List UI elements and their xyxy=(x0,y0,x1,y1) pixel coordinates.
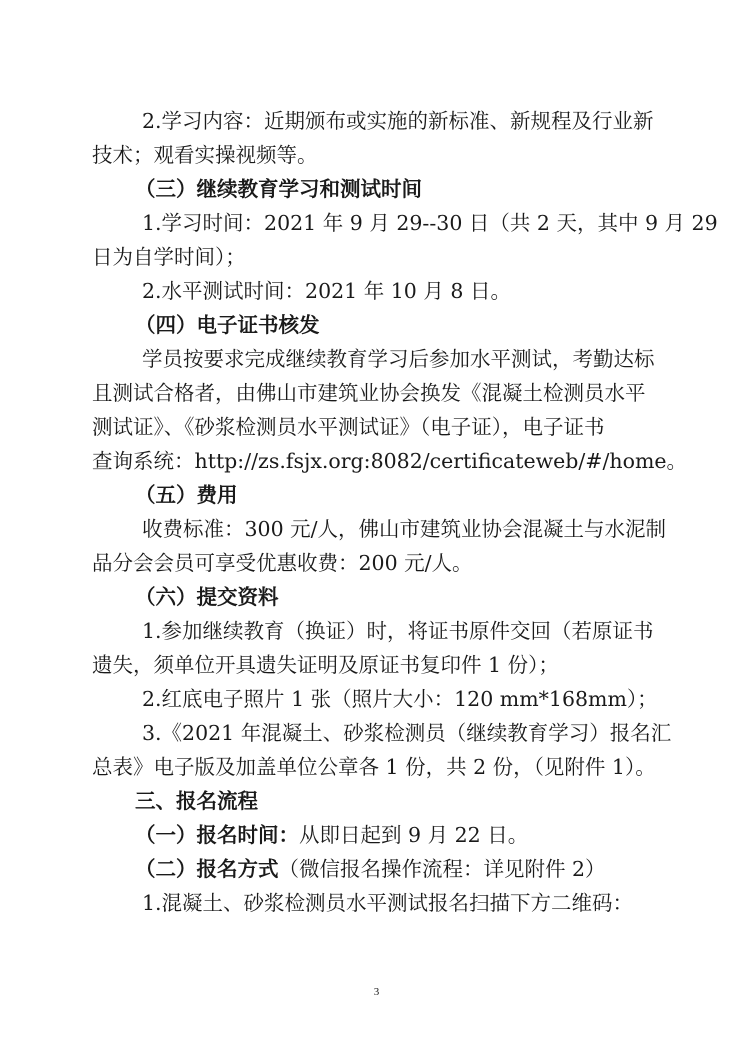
text-line: 遗失，须单位开具遗失证明及原证书复印件 1 份）； xyxy=(92,653,559,677)
text-line xyxy=(135,818,707,852)
text-line: 2.红底电子照片 1 张（照片大小：120 mm*168mm）； xyxy=(142,687,658,711)
text-line: 1.学习时间：2021 年 9 月 29--30 日（共 2 天，其中 9 月 29 xyxy=(142,211,718,235)
section-heading: （六）提交资料 xyxy=(135,585,279,609)
section-heading: （三）继续教育学习和测试时间 xyxy=(135,177,422,201)
section-heading: （一）报名时间： xyxy=(135,823,299,847)
text-line: 总表》电子版及加盖单位公章各 1 份，共 2 份，（见附件 1）。 xyxy=(92,755,656,779)
text-line: 3.《2021 年混凝土、砂浆检测员（继续教育学习）报名汇 xyxy=(142,721,672,745)
section-heading: （二）报名方式 xyxy=(135,857,279,881)
text-line: 1.参加继续教育（换证）时，将证书原件交回（若原证书 xyxy=(142,619,654,643)
text-line: 技术；观看实操视频等。 xyxy=(92,143,318,167)
section-heading: （四）电子证书核发 xyxy=(135,313,320,337)
text-line: 收费标准：300 元/人，佛山市建筑业协会混凝土与水泥制 xyxy=(142,517,667,541)
text-line: 查询系统：http://zs.fsjx.org:8082/certificateweb/#/home。 xyxy=(92,449,688,473)
page-number: 3 xyxy=(373,986,380,998)
text-line: 日为自学时间）； xyxy=(92,245,246,269)
text-line: 1.混凝土、砂浆检测员水平测试报名扫描下方二维码： xyxy=(142,891,634,915)
text-line: 从即日起到 9 月 22 日。 xyxy=(299,823,529,847)
text-line: 且测试合格者，由佛山市建筑业协会换发《混凝土检测员水平 xyxy=(92,381,646,405)
section-heading: （五）费用 xyxy=(135,483,238,507)
text-line: （微信报名操作流程：详见附件 2） xyxy=(278,857,606,881)
chapter-heading: 三、报名流程 xyxy=(135,789,258,813)
text-line: 测试证》、《砂浆检测员水平测试证》（电子证），电子证书 xyxy=(92,415,605,439)
text-line: 品分会会员可享受优惠收费：200 元/人。 xyxy=(92,551,473,575)
text-line xyxy=(135,852,707,886)
text-line: 学员按要求完成继续教育学习后参加水平测试，考勤达标 xyxy=(142,347,655,371)
text-line: 2.学习内容：近期颁布或实施的新标准、新规程及行业新 xyxy=(142,109,654,133)
text-line: 2.水平测试时间：2021 年 10 月 8 日。 xyxy=(142,279,511,303)
